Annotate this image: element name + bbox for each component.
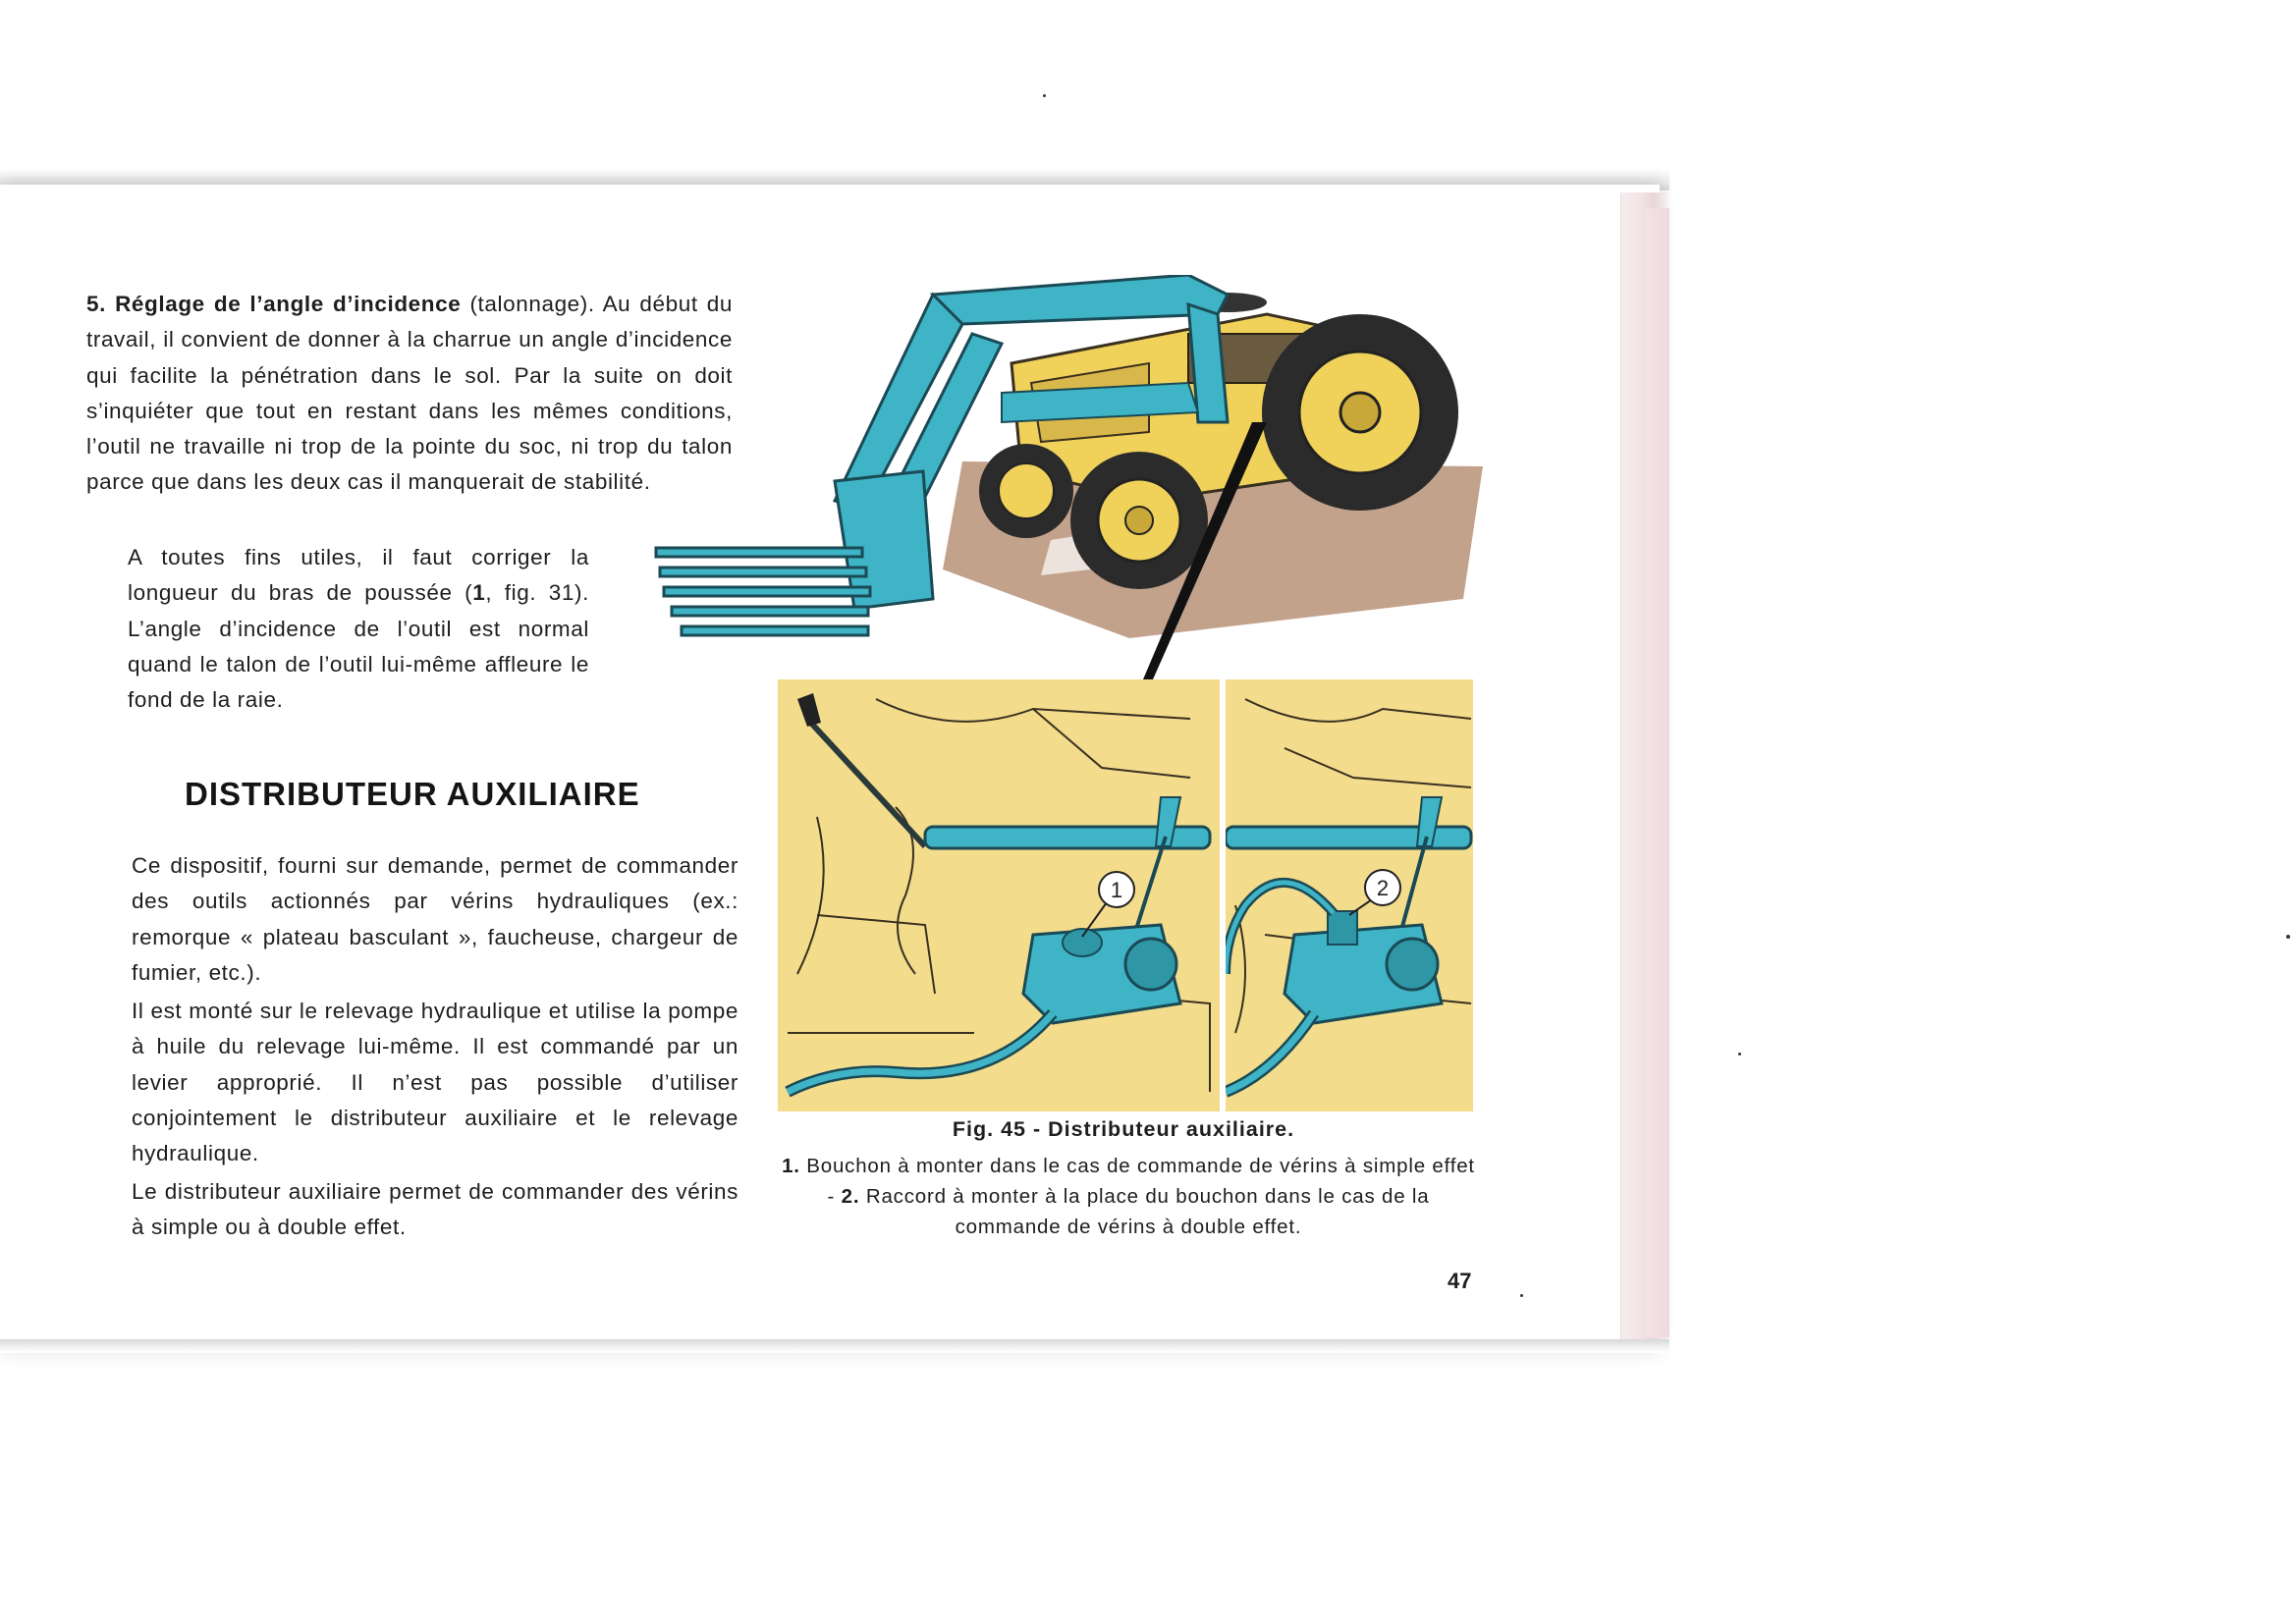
front-wheel-left-rim [999, 463, 1054, 518]
legend-2-number: 2. [841, 1185, 860, 1208]
paragraph-1: Ce dispositif, fourni sur demande, permet de commander des outils actionnés par vérins hydrauliques (ex.: remorque « plateau basculant », faucheuse, chargeur de fumier, etc.). [132, 853, 738, 985]
section5-paragraph-2 [128, 540, 589, 718]
para2-end: ). L’angle d’incidence de l’outil est normal quand le talon de l’outil lui-même affleure le fond de la raie. [128, 580, 589, 713]
page-number: 47 [1448, 1269, 1472, 1293]
paragraph-3: Le distributeur auxiliaire permet de commander des vérins à simple ou à double effet. [132, 1179, 738, 1240]
section5-text: (talonnage). Au début du travail, il convient de donner à la charrue un angle d’incidence qui facilite la pénétration dans le sol. Par la suite on doit s’inquiéter que tout en restant dans les mêmes conditions, l’outil ne travaille ni trop de la pointe du soc, ni trop du talon parce que dans les deux cas il manquerait de stabilité. [86, 292, 733, 495]
rear-wheel-hub [1340, 393, 1380, 432]
section-heading: DISTRIBUTEUR AUXILIAIRE [185, 776, 640, 812]
figure-panel-2 [1226, 679, 1473, 1111]
valve-cap [1125, 939, 1176, 990]
panel-2-bg [1226, 679, 1473, 1111]
figure-caption: Fig. 45 - Distributeur auxiliaire. [952, 1117, 1295, 1141]
figure-panel-1 [778, 679, 1220, 1111]
loader-arm-top [933, 275, 1228, 324]
legend-1-number: 1. [782, 1155, 800, 1177]
coupling-2 [1328, 911, 1357, 945]
page-shadow-bottom [0, 1339, 1669, 1353]
section5-title: Réglage de l’angle d’incidence [115, 292, 462, 316]
section5-paragraph [86, 287, 733, 501]
front-wheel-hub [1125, 507, 1153, 534]
figure-legend [776, 1151, 1481, 1242]
page-edge-inner [1646, 208, 1669, 1337]
para2-ref-num: 1 [472, 580, 486, 606]
section5-number: 5. [86, 292, 106, 316]
valve-cap [1387, 939, 1438, 990]
para2-ref-fig: , fig. 31 [485, 580, 575, 606]
legend-separator: - [827, 1185, 842, 1208]
dust-speck [1043, 94, 1046, 97]
legend-1-text: Bouchon à monter dans le cas de commande de vérins à simple effet [806, 1155, 1475, 1177]
fork-tines [656, 548, 870, 635]
legend-2-text: Raccord à monter à la place du bouchon dans le cas de la commande de vérins à double effet. [865, 1185, 1430, 1238]
plug-1 [1063, 929, 1102, 956]
dust-speck [2286, 935, 2290, 939]
paragraph-2: Il est monté sur le relevage hydraulique et utilise la pompe à huile du relevage lui-même. Il est commandé par un levier approprié. Il n’est pas possible d’utiliser conjointement le distributeur auxiliaire et le relevage hydraulique. [132, 999, 738, 1166]
callout-1-label: 1 [1110, 878, 1123, 902]
tractor-loader-illustration [638, 275, 1503, 687]
dust-speck [1738, 1053, 1741, 1056]
dust-speck [1520, 1294, 1523, 1297]
para2-start: A toutes fins utiles, il faut corriger la longueur du bras de poussée ( [128, 545, 589, 606]
callout-2-label: 2 [1376, 876, 1390, 900]
panel-1-bg [778, 679, 1220, 1111]
